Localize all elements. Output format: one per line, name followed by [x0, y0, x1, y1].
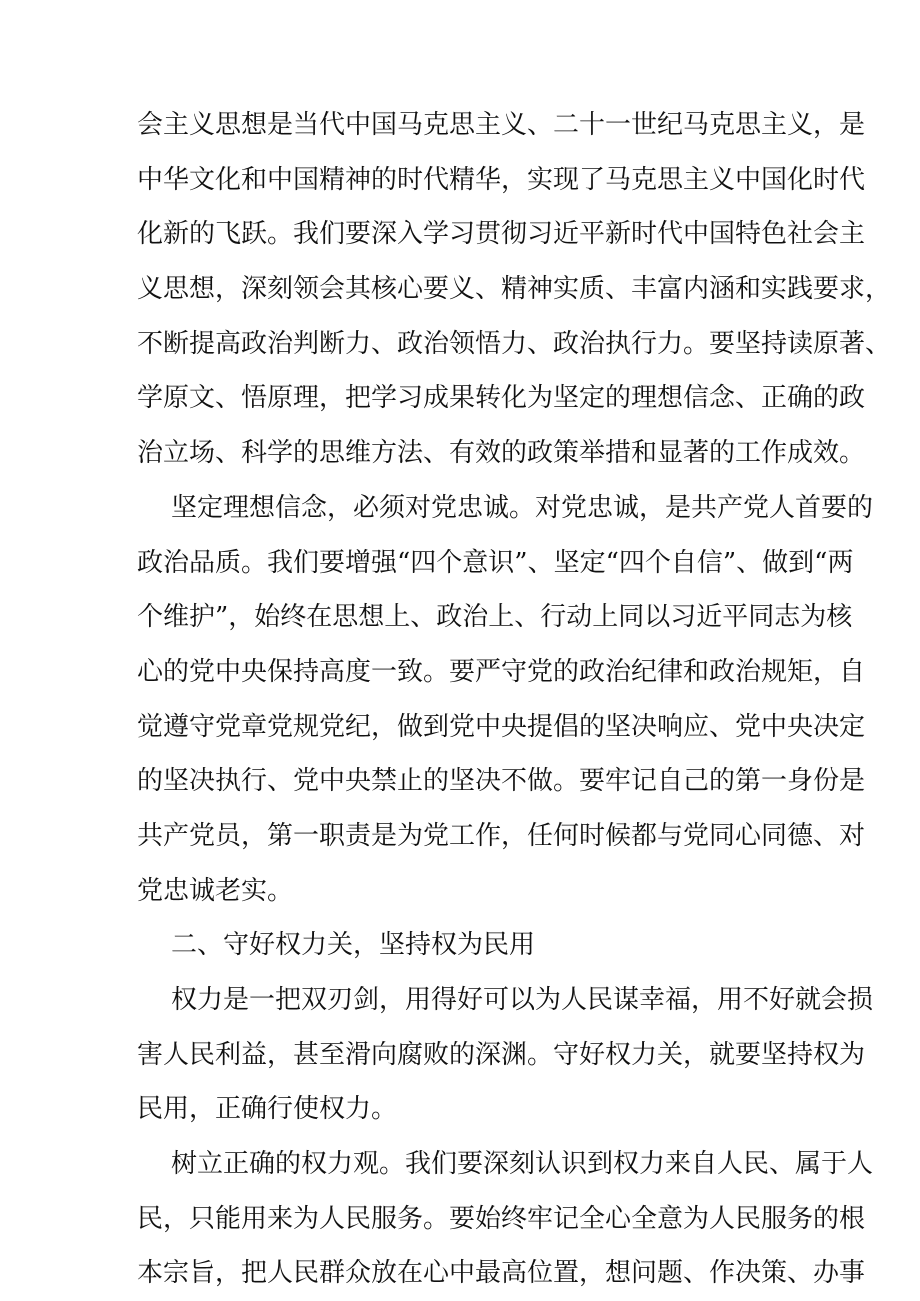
- text-line: 民，只能用来为人民服务。要始终牢记全心全意为人民服务的根: [137, 1203, 866, 1234]
- paragraph-start-line: 坚定理想信念，必须对党忠诚。对党忠诚，是共产党人首要的: [171, 492, 874, 523]
- text-line: 觉遵守党章党规党纪，做到党中央提倡的坚决响应、党中央决定: [137, 711, 866, 742]
- text-line: 心的党中央保持高度一致。要严守党的政治纪律和政治规矩，自: [137, 656, 866, 687]
- text-line: 党忠诚老实。: [137, 875, 294, 906]
- text-line: 害人民利益，甚至滑向腐败的深渊。守好权力关，就要坚持权为: [137, 1039, 866, 1070]
- text-line: 义思想，深刻领会其核心要义、精神实质、丰富内涵和实践要求，: [137, 274, 892, 305]
- text-line: 化新的飞跃。我们要深入学习贯彻习近平新时代中国特色社会主: [137, 219, 866, 250]
- text-line: 学原文、悟原理，把学习成果转化为坚定的理想信念、正确的政: [137, 383, 866, 414]
- text-line: 中华文化和中国精神的时代精华，实现了马克思主义中国化时代: [137, 164, 866, 195]
- paragraph-start-line: 权力是一把双刃剑，用得好可以为人民谋幸福，用不好就会损: [171, 985, 874, 1015]
- text-line: 共产党员，第一职责是为党工作，任何时候都与党同心同德、对: [137, 820, 866, 851]
- paragraph-start-line: 树立正确的权力观。我们要深刻认识到权力来自人民、属于人: [171, 1149, 874, 1180]
- text-line: 不断提高政治判断力、政治领悟力、政治执行力。要坚持读原著、: [137, 328, 892, 359]
- text-line: 治立场、科学的思维方法、有效的政策举措和显著的工作成效。: [137, 438, 866, 469]
- text-line: 本宗旨，把人民群众放在心中最高位置，想问题、作决策、办事: [137, 1258, 866, 1289]
- document-body: [137, 98, 892, 1301]
- text-line: 政治品质。我们要增强“四个意识”、坚定“四个自信”、做到“两: [137, 547, 854, 578]
- paragraph-start-line: 二、守好权力关，坚持权为民用: [171, 930, 536, 961]
- text-line: 个维护”，始终在思想上、政治上、行动上同以习近平同志为核: [137, 602, 853, 633]
- text-line: 的坚决执行、党中央禁止的坚决不做。要牢记自己的第一身份是: [137, 766, 866, 797]
- text-line: 会主义思想是当代中国马克思主义、二十一世纪马克思主义，是: [137, 110, 866, 140]
- text-line: 民用，正确行使权力。: [137, 1094, 398, 1125]
